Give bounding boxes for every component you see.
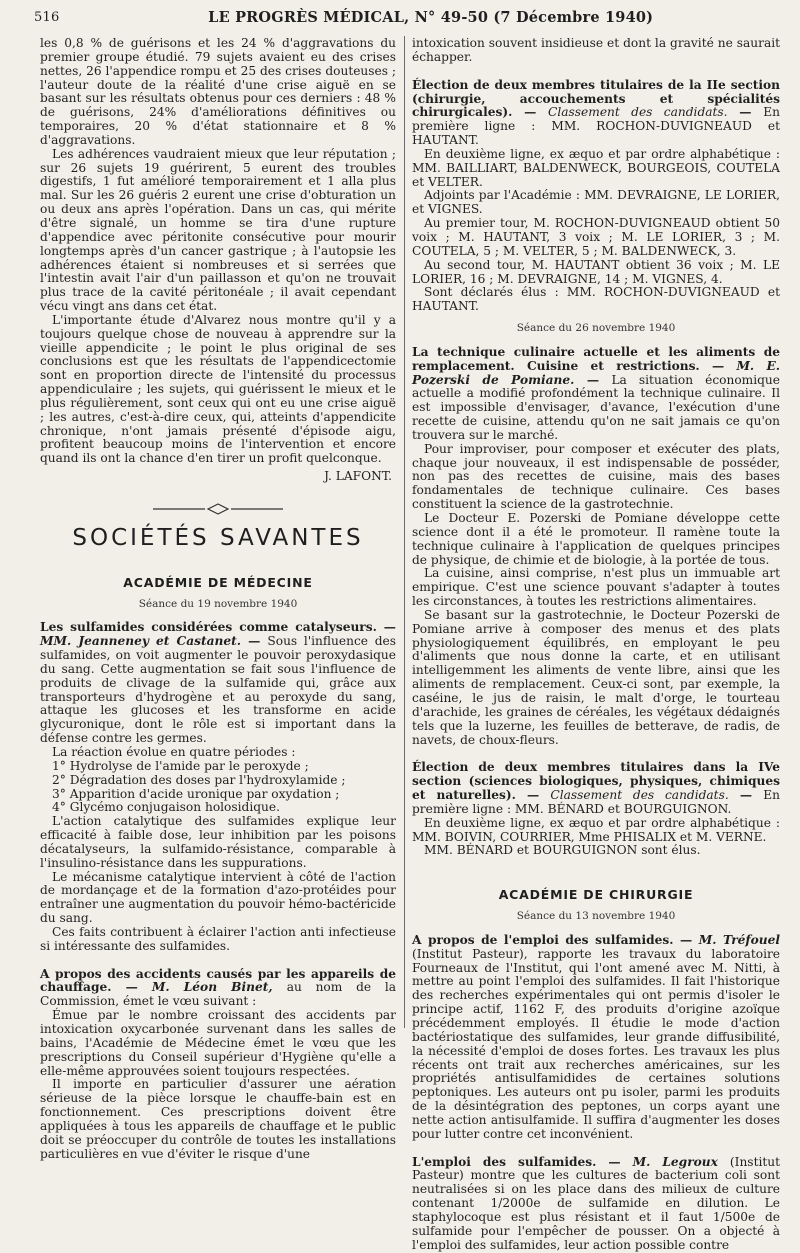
paragraph: MM. BÉNARD et BOURGUIGNON sont élus. <box>424 843 701 858</box>
article-heading: A propos de l'emploi des sulfamides. — M. Tréfouel (Institut Pasteur), rapporte les travaux du laboratoire Fourneaux de l'Institut, qui l'ont amené avec M. Nitti, à mettre au point l'emploi des sulfamides. Il fait l'historique des recherches expérimentales qui ont permis d'isoler le principe actif, 1162 F, des produits d'origine azoïque précédemment employés. Il étudie le mode d'action bactériostatique des sulfamides, leur grande diffusibilité, la nécessité d'emploi de doses fortes. Les travaux les plus récents ont trait aux recherches américaines, sur les propriétés antisulfamidides de certaines solutions peptoniques. Les auteurs ont pu isoler, parmi les produits de la désintégration des peptones, un corps ayant une nette action antisulfamide. Il suffira d'augmenter les doses pour lutter contre cet inconvénient. <box>412 932 780 1141</box>
article-subtitle: Classement des candidats. <box>550 788 729 803</box>
right-column <box>412 36 781 1252</box>
paragraph: En deuxième ligne, ex æquo et par ordre alphabétique : MM. BOIVIN, COURRIER, Mme PHISALIX et M. VERNE. <box>412 815 780 844</box>
paragraph: les 0,8 % de guérisons et les 24 % d'aggravations du premier groupe étudié. 79 sujets avaient eu des crises nettes, 26 l'appendice rompu et 25 des crises douteuses ; l'auteur doute de la réalité d'une crise aiguë en se basant sur les résultats obtenus pour ces derniers : 48 % de guérisons, 24% d'améliorations définitives ou temporaires, 20 % d'état stationnaire et 8 % d'aggravations. <box>40 36 396 147</box>
list-item: 1° Hydrolyse de l'amide par le peroxyde ; <box>52 758 309 773</box>
academy-heading: ACADÉMIE DE MÉDECINE <box>123 574 313 590</box>
paragraph: L'importante étude d'Alvarez nous montre qu'il y a toujours quelque chose de nouveau à apprendre sur la vieille appendicite ; le point le plus original de ses conclusions est que les résultats de l'appendicectomie sont en proportion directe de l'intensité du processus appendiculaire ; les sujets, qui guérissent le mieux et le plus régulièrement, sont ceux qui ont eu une crise aiguë ; les autres, c'est-à-dire ceux, qui, atteints d'appendicite chronique, n'ont jamais présenté d'épisode aigu, profitent beaucoup moins de l'intervention et encore quand ils ont la chance d'en tirer un profit quelconque. <box>40 312 396 466</box>
article-authors: M. Legroux <box>632 1154 718 1169</box>
column-divider <box>404 36 405 1028</box>
article-title: A propos des accidents causés par les appareils de chauffage. <box>40 966 396 995</box>
section-title: SOCIÉTÉS SAVANTES <box>72 524 364 551</box>
paragraph: Au premier tour, M. ROCHON-DUVIGNEAUD obtient 50 voix ; M. HAUTANT, 3 voix ; M. LE LORIER, 3 ; M. COUTELA, 5 ; M. VELTER, 5 ; M. BALDENWECK, 3. <box>412 216 780 258</box>
left-column <box>40 36 396 1161</box>
paragraph: Émue par le nombre croissant des accidents par intoxication oxycarbonée survenant dans les salles de bains, l'Académie de Médecine émet le vœu que les prescriptions du Conseil supérieur d'Hygiène qu'elle a elle-même approuvées soient toujours respectées. <box>40 1008 396 1078</box>
article-lead: (Institut Pasteur), rapporte les travaux du laboratoire Fourneaux de l'Institut, qui l'ont amené avec M. Nitti, à mettre au point l'emploi des sulfamides. Il fait l'historique des recherches expérimentales qui ont permis d'isoler le principe actif, 1162 F, des produits d'origine azoïque précédemment employés. Il étudie le mode d'action bactériostatique des sulfamides, leur grande diffusibilité, la nécessité d'emploi de doses fortes. Les travaux les plus récents ont trait aux recherches américaines, sur les propriétés antisulfamidides de certaines solutions peptoniques. Les auteurs ont pu isoler, parmi les produits de la désintégration des peptones, un corps ayant une nette action antisulfamide. Il suffira d'augmenter les doses pour lutter contre cet inconvénient. <box>412 946 780 1141</box>
paragraph: La cuisine, ainsi comprise, n'est plus un immuable art empirique. C'est une science pouvant s'adapter à toutes les circonstances, à toutes les restrictions alimentaires. <box>412 566 780 609</box>
paragraph: Se basant sur la gastrotechnie, le Docteur Pozerski de Pomiane arrive à composer des menus et des plats physiologiquement équilibrés, en employant le peu d'aliments que nous donne la carte, et en utilisant intelligemment les aliments de vente libre, ainsi que les aliments de remplacement. Ceux-ci sont, par exemple, la caséine, le jus de raisin, le malt d'orge, le tourteau d'arachide, les graines de céréales, les végétaux dédaignés tels que la luzerne, les feuilles de betterave, de radis, de navets, de choux-fleurs. <box>412 607 780 747</box>
paragraph: Le Docteur E. Pozerski de Pomiane développe cette science dont il a été le promoteur. Il ramène toute la technique culinaire à l'application de quelques principes de physique, de chimie et de biologie, à la portée de tous. <box>412 511 780 567</box>
paragraph: intoxication souvent insidieuse et dont la gravité ne saurait échapper. <box>412 36 780 64</box>
article-authors: M. Léon Binet, <box>151 980 273 995</box>
paragraph: Le mécanisme catalytique intervient à côté de l'action de mordançage et de la formation d'azo-protéides pour entraîner une augmentation du pouvoir hémo-bactéricide du sang. <box>40 869 396 926</box>
article-title: Élection de deux membres titulaires dans la IVe section (sciences biologiques, physiques, chimiques et naturelles). <box>412 760 780 803</box>
article-title: Élection de deux membres titulaires de la IIe section (chirurgie, accouchements et spécialités chirurgicales). <box>412 77 780 120</box>
running-header <box>34 6 778 28</box>
article-heading: A propos des accidents causés par les appareils de chauffage. — M. Léon Binet, au nom de la Commission, émet le vœu suivant : <box>40 966 396 1009</box>
paragraph: Pour improviser, pour composer et exécuter des plats, chaque jour nouveaux, il est indispensable de posséder, non pas des recettes de cuisine, mais des bases fondamentales de technique culinaire. Ces bases constituent la science de la gastrotechnie. <box>412 441 780 512</box>
page-number: 516 <box>34 9 60 25</box>
paragraph: La réaction évolue en quatre périodes : <box>52 744 296 759</box>
paragraph: En deuxième ligne, ex æquo et par ordre alphabétique : MM. BAILLIART, BALDENWECK, BOURGEOIS, COUTELA et VELTER. <box>412 146 780 189</box>
article-title: La technique culinaire actuelle et les aliments de remplacement. Cuisine et restrictions. <box>412 344 780 373</box>
list-item: 2° Dégradation des doses par l'hydroxylamide ; <box>52 772 346 787</box>
article-lead: au nom de la Commission, émet le vœu suivant : <box>40 980 396 1009</box>
article-heading: Élection de deux membres titulaires dans la IVe section (sciences biologiques, physiques, chimiques et naturelles). — Classement des candidats. — En première ligne : MM. BÉNARD et BOURGUIGNON. <box>412 760 780 816</box>
session-date: Séance du 13 novembre 1940 <box>516 910 676 923</box>
ornament-divider <box>40 504 396 518</box>
paragraph: Il importe en particulier d'assurer une aération sérieuse de la pièce lorsque le chauffe-bain est en fonctionnement. Ces prescriptions doivent être appliquées à tous les appareils de chauffage et le public doit se préoccuper du contrôle de toutes les installations particulières en vue d'éviter le risque d'une <box>40 1077 396 1161</box>
paragraph: Ces faits contribuent à éclairer l'action anti infectieuse si intéressante des sulfamides. <box>40 924 396 953</box>
running-title: LE PROGRÈS MÉDICAL, N° 49-50 (7 Décembre 1940) <box>208 8 654 26</box>
article-authors: M. Tréfouel <box>698 932 780 947</box>
article-heading: Les sulfamides considérées comme catalyseurs. — MM. Jeanneney et Castanet. — Sous l'influence des sulfamides, on voit augmenter le pouvoir peroxydasique du sang. Cette augmentation se fait sous l'influence de produits de clivage de la sulfamide qui, grâce aux transporteurs d'hydrogène et au peroxyde du sang, attaque les glucoses et les transforme en acide glycuronique, dont le rôle est si important dans la défense contre les germes. <box>40 620 396 746</box>
list-item: 3° Apparition d'acide uronique par oxydation ; <box>52 786 340 801</box>
article-authors: MM. Jeanneney et Castanet. <box>40 634 241 649</box>
session-date: Séance du 26 novembre 1940 <box>516 322 676 335</box>
article-lead: (Institut Pasteur) montre que les cultures de bacterium coli sont neutralisées si on les place dans des milieux de culture contenant 1/2000e de sulfamide en dilution. Le staphylocoque est plus résistant et il faut 1/500e de sulfamide pour l'empêcher de pousser. On a objecté à l'emploi des sulfamides, leur action possible contre <box>412 1154 781 1252</box>
article-title: Les sulfamides considérées comme catalyseurs. <box>40 620 377 635</box>
article-title: L'emploi des sulfamides. <box>412 1154 597 1169</box>
paragraph: Sont déclarés élus : MM. ROCHON-DUVIGNEAUD et HAUTANT. <box>412 285 780 314</box>
article-heading: Élection de deux membres titulaires de la IIe section (chirurgie, accouchements et spécialités chirurgicales). — Classement des candidats. — En première ligne : MM. ROCHON-DUVIGNEAUD et HAUTANT. <box>412 77 780 148</box>
paragraph: Les adhérences vaudraient mieux que leur réputation ; sur 26 sujets 19 guérirent, 5 eurent des troubles digestifs, 1 fut amélioré temporairement et 1 alla plus mal. Sur les 26 guéris 2 eurent une crise d'obturation un ou deux ans après l'opération. Dans un cas, qui mérite d'être signalé, un homme se tira d'une rupture d'appendice avec péritonite consécutive pour mourir longtemps après d'un cancer gastrique ; à l'autopsie les adhérences étaient si nombreuses et si serrées que l'intestin avait l'air d'un paillasson et qu'on ne trouvait plus trace de la cavité péritonéale ; il avait cependant vécu vingt ans dans cet état. <box>40 146 396 314</box>
paragraph: Adjoints par l'Académie : MM. DEVRAIGNE, LE LORIER, et VIGNES. <box>412 188 780 217</box>
article-lead: En première ligne : MM. ROCHON-DUVIGNEAUD et HAUTANT. <box>412 105 780 148</box>
article-title: A propos de l'emploi des sulfamides. <box>412 932 674 947</box>
list-item: 4° Glycémo conjugaison holosidique. <box>52 800 280 815</box>
article-subtitle: Classement des candidats. <box>548 105 728 120</box>
article-authors: M. E. Pozerski de Pomiane. <box>412 358 780 387</box>
article-lead: La situation économique actuelle a modifié profondément la technique culinaire. Il est impossible d'envisager, d'avance, l'exécution d'une recette de cuisine, attendu qu'on ne sait jamais ce qu'on trouvera sur le marché. <box>412 372 780 442</box>
article-lead: Sous l'influence des sulfamides, on voit augmenter le pouvoir peroxydasique du sang. Cette augmentation se fait sous l'influence de produits de clivage de la sulfamide qui, grâce aux transporteurs d'hydrogène et au peroxyde du sang, attaque les glucoses et les transforme en acide glycuronique, dont le rôle est si important dans la défense contre les germes. <box>40 634 396 746</box>
paragraph: L'action catalytique des sulfamides explique leur efficacité à faible dose, leur inhibition par les poisons décatalyseurs, la sulfamido-résistance, comparable à l'insulino-résistance dans les suppurations. <box>40 814 396 870</box>
article-lead: En première ligne : MM. BÉNARD et BOURGUIGNON. <box>412 788 780 816</box>
session-date: Séance du 19 novembre 1940 <box>138 597 298 610</box>
author-signature: J. LAFONT. <box>324 469 392 484</box>
article-heading: L'emploi des sulfamides. — M. Legroux (Institut Pasteur) montre que les cultures de bacterium coli sont neutralisées si on les place dans des milieux de culture contenant 1/2000e de sulfamide en dilution. Le staphylocoque est plus résistant et il faut 1/500e de sulfamide pour l'empêcher de pousser. On a objecté à l'emploi des sulfamides, leur action possible contre <box>412 1154 781 1252</box>
article-heading: La technique culinaire actuelle et les aliments de remplacement. Cuisine et restrictions. — M. E. Pozerski de Pomiane. — La situation économique actuelle a modifié profondément la technique culinaire. Il est impossible d'envisager, d'avance, l'exécution d'une recette de cuisine, attendu qu'on ne sait jamais ce qu'on trouvera sur le marché. <box>412 344 780 442</box>
academy-heading: ACADÉMIE DE CHIRURGIE <box>498 887 694 903</box>
paragraph: Au second tour, M. HAUTANT obtient 36 voix ; M. LE LORIER, 16 ; M. DEVRAIGNE, 14 ; M. VIGNES, 4. <box>412 257 780 286</box>
